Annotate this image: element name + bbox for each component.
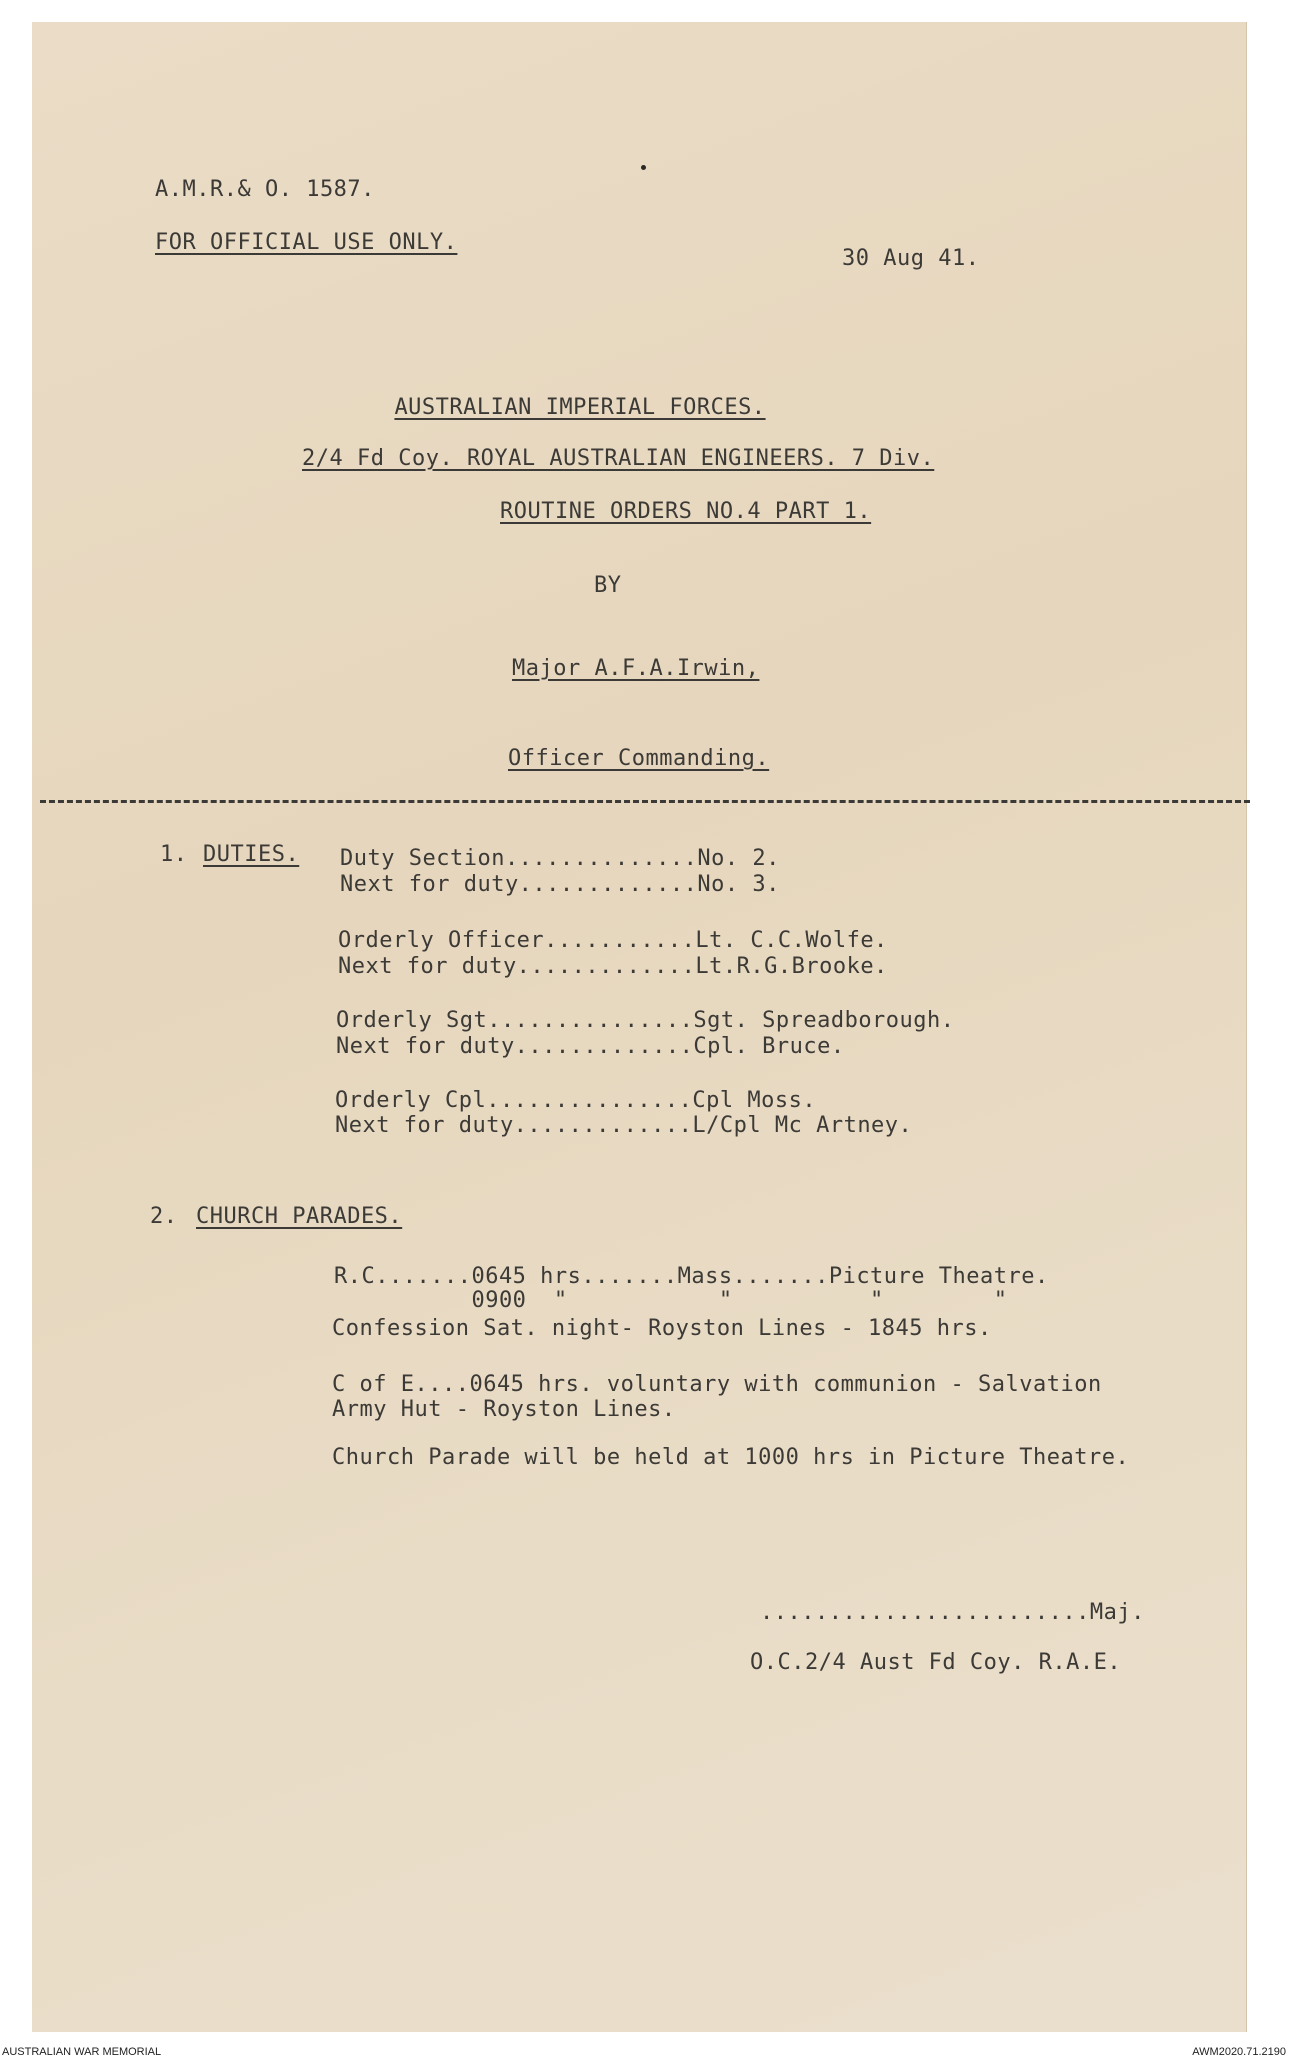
church-line: R.C.......0645 hrs.......Mass.......Picture Theatre. [334, 1264, 1049, 1289]
church-line: Church Parade will be held at 1000 hrs in Picture Theatre. [332, 1445, 1130, 1470]
duties-heading: DUTIES. [203, 842, 300, 867]
duty-line: Next for duty.............Lt.R.G.Brooke. [338, 954, 888, 979]
title-line-2: 2/4 Fd Coy. ROYAL AUSTRALIAN ENGINEERS. 7 Div. [302, 446, 935, 471]
archive-credit: AUSTRALIAN WAR MEMORIAL [2, 2046, 162, 2058]
church-line: Confession Sat. night- Royston Lines - 1845 hrs. [332, 1316, 992, 1341]
separator-rule [40, 800, 1250, 803]
document-reference: A.M.R.& O. 1587. [155, 177, 375, 202]
title-line-3: ROUTINE ORDERS NO.4 PART 1. [500, 499, 872, 524]
church-line: Army Hut - Royston Lines. [332, 1397, 676, 1422]
commanding-officer-role: Officer Commanding. [508, 746, 770, 771]
by-label: BY [594, 573, 622, 598]
archive-id: AWM2020.71.2190 [1192, 2046, 1286, 2058]
duty-line: Next for duty.............No. 3. [340, 872, 780, 897]
duty-line: Next for duty.............L/Cpl Mc Artney. [335, 1113, 913, 1138]
ink-mark [641, 165, 646, 170]
duty-line: Next for duty.............Cpl. Bruce. [336, 1034, 845, 1059]
title-line-1: AUSTRALIAN IMPERIAL FORCES. [394, 395, 766, 420]
commanding-officer-name: Major A.F.A.Irwin, [512, 656, 760, 681]
church-number: 2. [150, 1204, 178, 1229]
duty-line: Orderly Sgt...............Sgt. Spreadborough. [336, 1008, 955, 1033]
signature-title: O.C.2/4 Aust Fd Coy. R.A.E. [750, 1650, 1122, 1675]
signature-line: ........................Maj. [760, 1600, 1145, 1625]
duties-number: 1. [160, 842, 188, 867]
church-line: 0900 " " " " [334, 1288, 1008, 1313]
duty-line: Orderly Officer...........Lt. C.C.Wolfe. [338, 928, 888, 953]
church-line: C of E....0645 hrs. voluntary with communion - Salvation [332, 1372, 1102, 1397]
church-heading: CHURCH PARADES. [196, 1204, 403, 1229]
duty-line: Orderly Cpl...............Cpl Moss. [335, 1088, 817, 1113]
document-date: 30 Aug 41. [842, 246, 980, 271]
classification-label: FOR OFFICIAL USE ONLY. [155, 230, 458, 255]
duty-line: Duty Section..............No. 2. [340, 846, 780, 871]
